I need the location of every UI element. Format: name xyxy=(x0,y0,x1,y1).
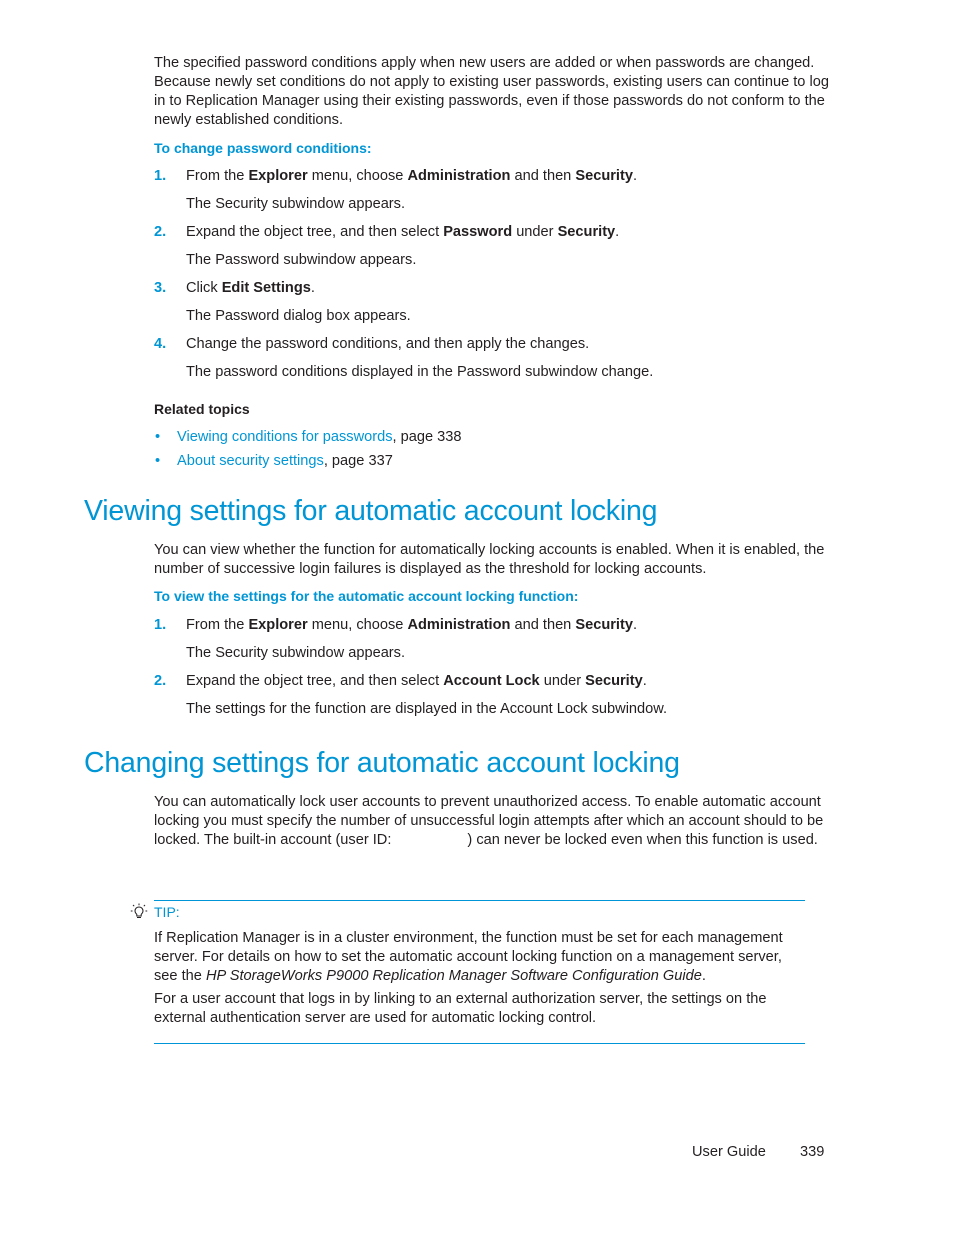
ui-term-administration: Administration xyxy=(407,168,511,184)
step-number: 2. xyxy=(154,224,167,240)
guide-title: HP StorageWorks P9000 Replication Manager Software Configuration Guide xyxy=(205,968,702,984)
tip-label: TIP: xyxy=(154,904,180,920)
tip-paragraph-1 xyxy=(154,929,809,986)
step-result: The password conditions displayed in the Password subwindow change. xyxy=(186,364,654,380)
step-text xyxy=(186,168,637,184)
ui-term-security: Security xyxy=(575,168,633,184)
step-text-part: . xyxy=(310,280,315,296)
ui-term-edit-settings: Edit Settings xyxy=(221,280,311,296)
page-reference: , page 338 xyxy=(392,429,462,445)
footer-guide-label: User Guide xyxy=(692,1144,766,1160)
ui-term-password: Password xyxy=(443,224,513,240)
ui-term-account-lock: Account Lock xyxy=(443,673,540,689)
viewing-paragraph: You can view whether the function for automatically locking accounts is enabled. When it is enabled, the number of successive login failures is displayed as the threshold for locking accounts. xyxy=(154,542,825,577)
ui-term-security: Security xyxy=(575,617,633,633)
related-link-viewing-conditions[interactable]: Viewing conditions for passwords xyxy=(177,429,393,445)
lightbulb-icon-svg xyxy=(129,902,149,922)
step-number: 3. xyxy=(154,280,167,296)
step-text-part: menu, choose xyxy=(307,617,408,633)
step-text-part: . xyxy=(615,224,620,240)
bullet: • xyxy=(155,429,161,445)
step-text: Change the password conditions, and then apply the changes. xyxy=(186,336,590,352)
ui-term-security: Security xyxy=(585,673,643,689)
ui-term-explorer: Explorer xyxy=(248,617,308,633)
step-text-part: menu, choose xyxy=(307,168,408,184)
step-number: 1. xyxy=(154,617,167,633)
step-number: 4. xyxy=(154,336,167,352)
related-link-security-settings[interactable]: About security settings xyxy=(177,453,324,469)
bullet: • xyxy=(155,453,161,469)
step-result: The settings for the function are displayed in the Account Lock subwindow. xyxy=(186,701,668,717)
step-text-part: and then xyxy=(510,617,576,633)
step-text-part: . xyxy=(642,673,647,689)
step-text xyxy=(186,280,315,296)
step-number: 2. xyxy=(154,673,167,689)
related-topics-heading: Related topics xyxy=(154,401,250,417)
tip-paragraph-2: For a user account that logs in by linking to an external authorization server, the settings on the external authentication server are used for automatic locking control. xyxy=(154,991,767,1026)
page-number: 339 xyxy=(800,1144,825,1160)
tip-bottom-rule xyxy=(154,1043,805,1044)
page-reference: , page 337 xyxy=(323,453,393,469)
step-result: The Security subwindow appears. xyxy=(186,645,406,661)
step-text xyxy=(186,617,637,633)
step-result: The Security subwindow appears. xyxy=(186,196,406,212)
intro-paragraph: The specified password conditions apply when new users are added or when passwords are changed. Because newly set conditions do not apply to existing user passwords, existing users can continue to log in to Replication Manager using their existing passwords, even if those passwords do not conform to the newly established conditions. xyxy=(154,55,829,128)
step-text xyxy=(186,673,647,689)
paragraph-part: You can automatically lock user accounts to prevent unauthorized access. To enable automatic account locking you must specify the number of unsuccessful login attempts after which an account should to be locked. The built-in account (user ID: xyxy=(154,794,824,848)
step-text-part: From the xyxy=(186,168,249,184)
step-text-part: . xyxy=(632,617,638,633)
lightbulb-icon xyxy=(129,902,149,922)
changing-paragraph xyxy=(154,793,834,850)
section-title-changing: Changing settings for automatic account locking xyxy=(84,747,680,779)
step-text-part: Click xyxy=(186,280,222,296)
procedure-heading-change-password: To change password conditions: xyxy=(154,140,372,156)
ui-term-explorer: Explorer xyxy=(248,168,308,184)
ui-term-administration: Administration xyxy=(407,617,511,633)
step-text-part: under xyxy=(512,224,558,240)
related-topic-item xyxy=(177,453,393,469)
step-text-part: . xyxy=(632,168,638,184)
step-result: The Password subwindow appears. xyxy=(186,252,417,268)
related-topic-item xyxy=(177,429,462,445)
tip-top-rule xyxy=(154,900,805,901)
step-text-part: From the xyxy=(186,617,249,633)
ui-term-security: Security xyxy=(557,224,616,240)
paragraph-part: ) can never be locked even when this function is used. xyxy=(467,832,818,848)
step-number: 1. xyxy=(154,168,167,184)
step-result: The Password dialog box appears. xyxy=(186,308,411,324)
step-text-part: Expand the object tree, and then select xyxy=(186,673,444,689)
step-text-part: under xyxy=(539,673,586,689)
section-title-viewing: Viewing settings for automatic account locking xyxy=(84,495,658,527)
tip-text: . xyxy=(701,968,706,984)
step-text-part: and then xyxy=(510,168,576,184)
procedure-heading-view-lock: To view the settings for the automatic account locking function: xyxy=(154,588,579,604)
step-text-part: Expand the object tree, and then select xyxy=(186,224,444,240)
step-text xyxy=(186,224,619,240)
tip-text: If Replication Manager is in a cluster environment, the function must be set for each management server. For details on how to set the automatic account locking function on a management server, see the xyxy=(154,930,783,984)
